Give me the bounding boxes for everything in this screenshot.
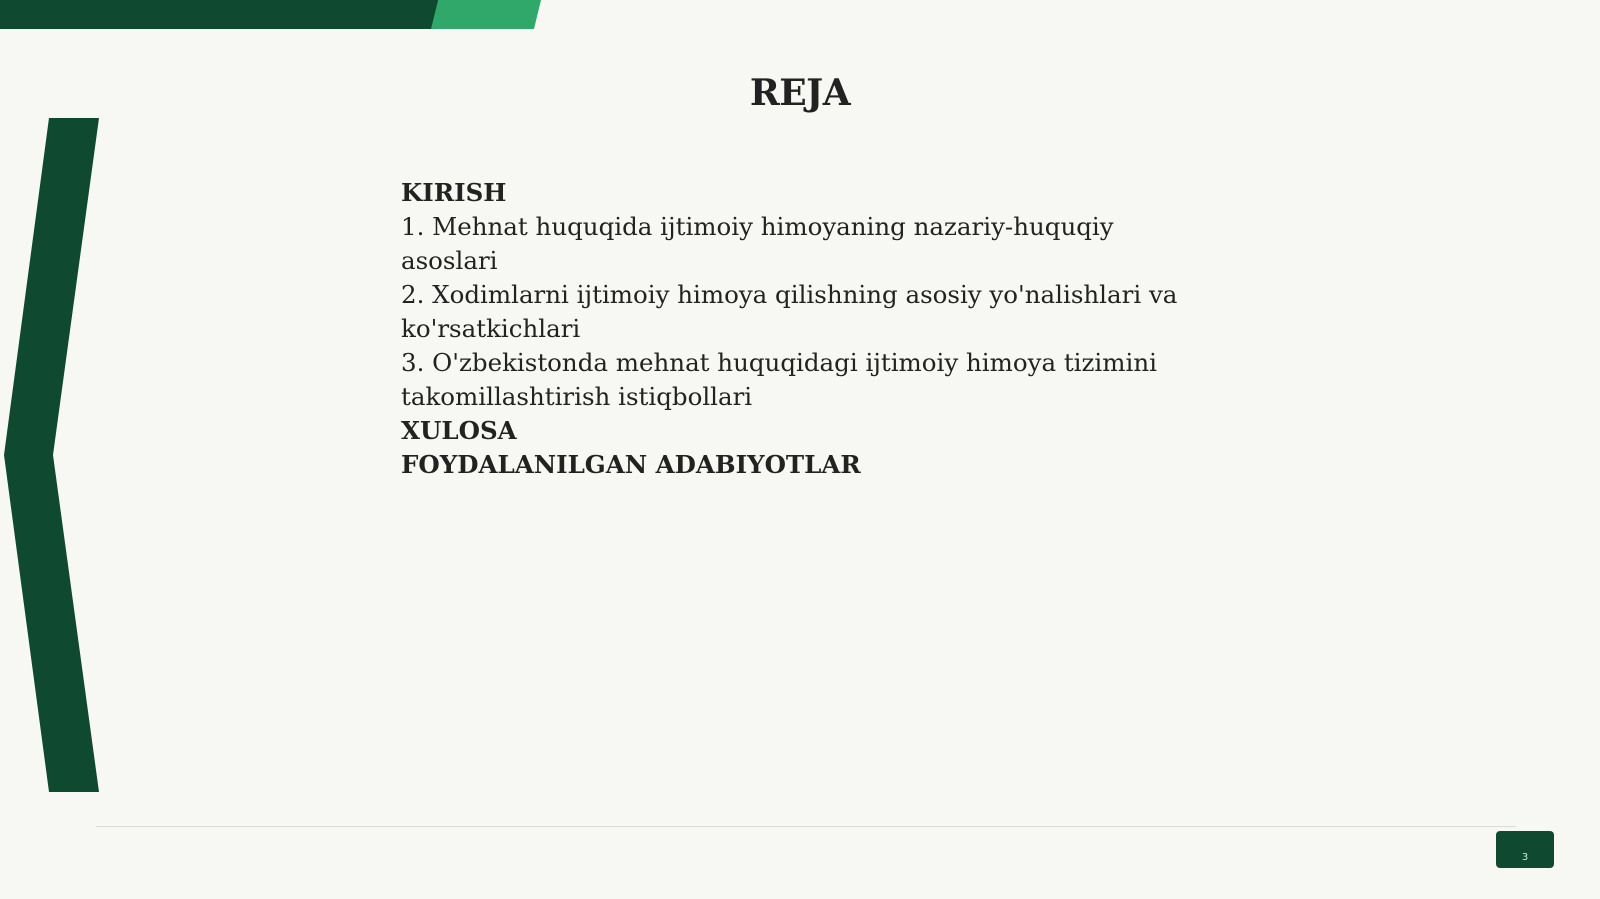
- plan-item-intro: KIRISH: [401, 178, 507, 207]
- top-accent-bar-light: [431, 0, 541, 29]
- top-accent-bar-dark: [0, 0, 440, 29]
- plan-item-1: 1. Mehnat huquqida ijtimoiy himoyaning nazariy-huquqiy asoslari: [401, 212, 1114, 275]
- footer-divider: [96, 826, 1516, 827]
- plan-item-2-line-1: 2. Xodimlarni ijtimoiy himoya qilishning asosiy yo'nalishlari va: [401, 280, 1178, 309]
- plan-item-references: FOYDALANILGAN ADABIYOTLAR: [401, 450, 861, 479]
- plan-item-conclusion: XULOSA: [401, 416, 517, 445]
- slide-title: REJA: [749, 72, 851, 114]
- plan-item-3-line-2: takomillashtirish istiqbollari: [401, 382, 753, 411]
- plan-list: [401, 176, 1201, 482]
- page-number-badge: [1496, 831, 1554, 868]
- plan-item-3-line-1: 3. O'zbekistonda mehnat huquqidagi ijtimoiy himoya tizimini: [401, 348, 1157, 377]
- left-chevron-decoration: [0, 118, 100, 792]
- plan-item-2-line-2: ko'rsatkichlari: [401, 314, 581, 343]
- page-number: 3: [1521, 852, 1529, 863]
